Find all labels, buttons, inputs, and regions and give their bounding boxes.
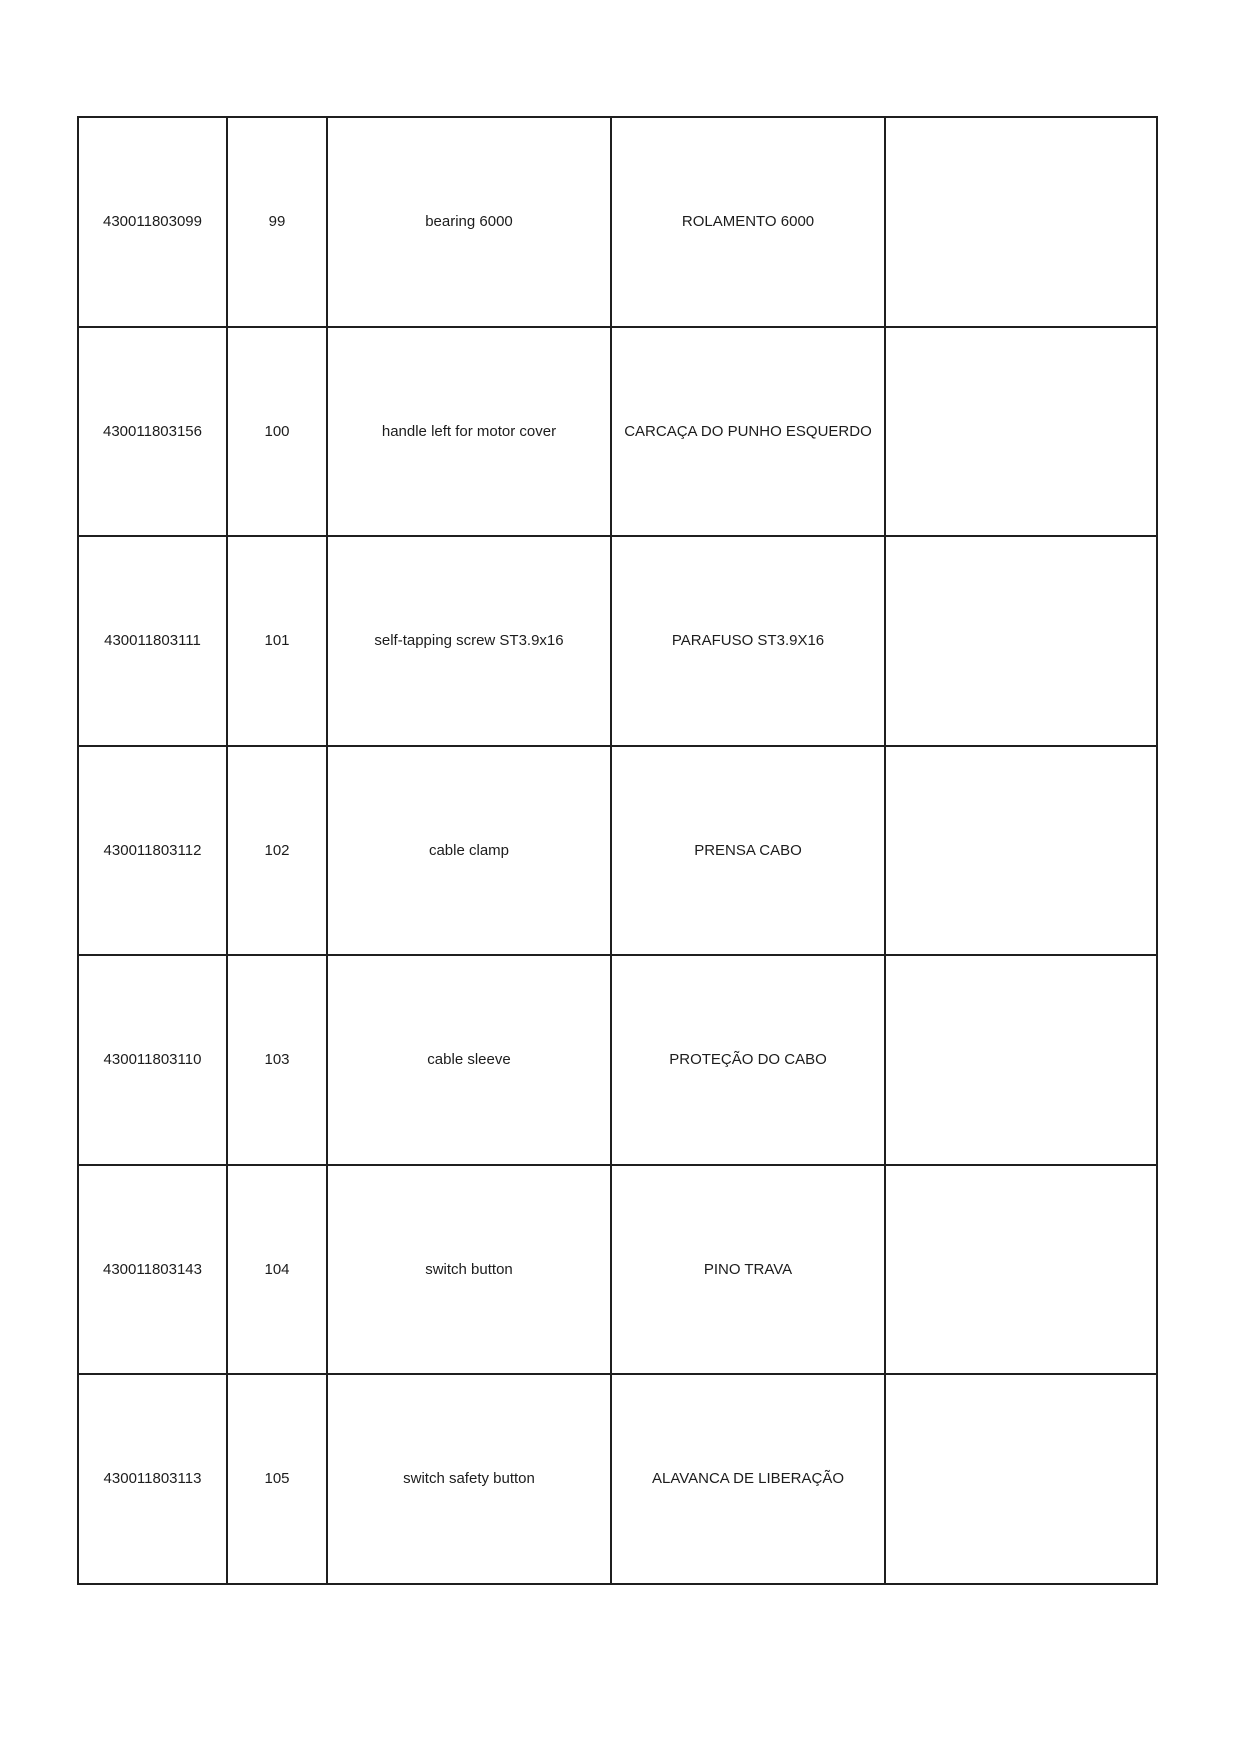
item-index-cell: 100 <box>227 327 327 537</box>
table-row <box>78 536 1157 746</box>
description-en-cell: cable clamp <box>327 746 611 956</box>
extra-cell <box>885 1165 1157 1375</box>
description-pt-cell: ROLAMENTO 6000 <box>611 117 885 327</box>
table-row <box>78 1165 1157 1375</box>
description-pt-cell: PINO TRAVA <box>611 1165 885 1375</box>
item-index-cell: 104 <box>227 1165 327 1375</box>
part-number-cell: 430011803099 <box>78 117 227 327</box>
description-en-cell: bearing 6000 <box>327 117 611 327</box>
description-pt-cell: ALAVANCA DE LIBERAÇÃO <box>611 1374 885 1584</box>
table-row <box>78 1374 1157 1584</box>
part-number-cell: 430011803111 <box>78 536 227 746</box>
item-index-cell: 101 <box>227 536 327 746</box>
extra-cell <box>885 536 1157 746</box>
item-index-cell: 99 <box>227 117 327 327</box>
description-en-cell: switch safety button <box>327 1374 611 1584</box>
table-row <box>78 117 1157 327</box>
parts-table <box>77 116 1158 1585</box>
extra-cell <box>885 327 1157 537</box>
description-pt-cell: PRENSA CABO <box>611 746 885 956</box>
description-en-cell: cable sleeve <box>327 955 611 1165</box>
extra-cell <box>885 1374 1157 1584</box>
description-en-cell: handle left for motor cover <box>327 327 611 537</box>
item-index-cell: 102 <box>227 746 327 956</box>
description-pt-cell: PARAFUSO ST3.9X16 <box>611 536 885 746</box>
extra-cell <box>885 955 1157 1165</box>
table-row <box>78 327 1157 537</box>
part-number-cell: 430011803113 <box>78 1374 227 1584</box>
table-row <box>78 955 1157 1165</box>
description-en-cell: self-tapping screw ST3.9x16 <box>327 536 611 746</box>
table-row <box>78 746 1157 956</box>
extra-cell <box>885 746 1157 956</box>
item-index-cell: 103 <box>227 955 327 1165</box>
part-number-cell: 430011803112 <box>78 746 227 956</box>
description-en-cell: switch button <box>327 1165 611 1375</box>
part-number-cell: 430011803156 <box>78 327 227 537</box>
part-number-cell: 430011803143 <box>78 1165 227 1375</box>
item-index-cell: 105 <box>227 1374 327 1584</box>
description-pt-cell: PROTEÇÃO DO CABO <box>611 955 885 1165</box>
extra-cell <box>885 117 1157 327</box>
description-pt-cell: CARCAÇA DO PUNHO ESQUERDO <box>611 327 885 537</box>
part-number-cell: 430011803110 <box>78 955 227 1165</box>
